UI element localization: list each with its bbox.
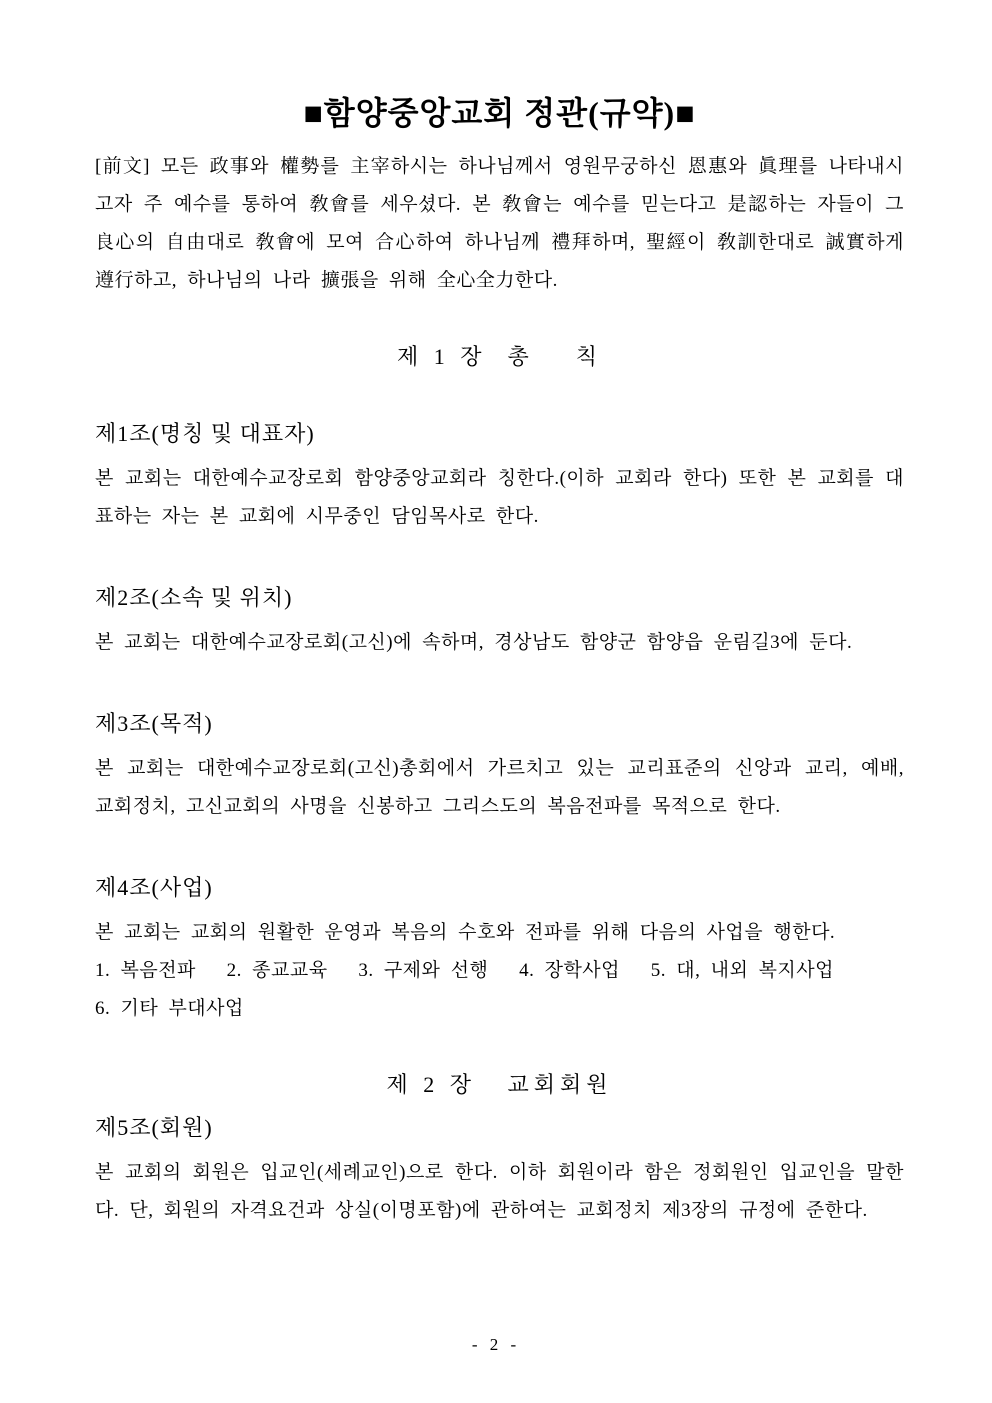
document-title: ■함양중앙교회 정관(규약)■ xyxy=(303,95,696,131)
article-1-title: 제1조(명칭 및 대표자) xyxy=(95,421,315,446)
article-4-title: 제4조(사업) xyxy=(95,875,213,900)
article-3-body: 본 교회는 대한예수교장로회(고신)총회에서 가르치고 있는 교리표준의 신앙과 교리, 예배, 교회정치, 고신교회의 사명을 신봉하고 그리스도의 복음전파를 목적으로 한다. xyxy=(95,758,904,817)
preamble-text: [前文] 모든 政事와 權勢를 主宰하시는 하나님께서 영원무궁하신 恩惠와 眞理를 나타내시고자 주 예수를 통하여 敎會를 세우셨다. 본 敎會는 예수를 믿는다고 是認하는 자들이 그 良心의 自由대로 敎會에 모여 合心하여 하나님께 禮拜하며, 聖經이 敎訓한대로 誠實하게 遵行하고, 하나님의 나라 擴張을 위해 全心全力한다. xyxy=(95,156,904,291)
article-5-body: 본 교회의 회원은 입교인(세례교인)으로 한다. 이하 회원이라 함은 정회원인 입교인을 말한다. 단, 회원의 자격요건과 상실(이명포함)에 관하여는 교회정치 제3장의 규정에 준한다. xyxy=(95,1162,904,1221)
article-4-items-line-1: 1. 복음전파 2. 종교교육 3. 구제와 선행 4. 장학사업 5. 대, 내외 복지사업 xyxy=(95,960,834,981)
article-1-body: 본 교회는 대한예수교장로회 함양중앙교회라 칭한다.(이하 교회라 한다) 또한 본 교회를 대표하는 자는 본 교회에 시무중인 담임목사로 한다. xyxy=(95,468,904,527)
article-2-body: 본 교회는 대한예수교장로회(고신)에 속하며, 경상남도 함양군 함양읍 운림길3에 둔다. xyxy=(95,632,853,653)
chapter-2-heading: 제 2 장 교회회원 xyxy=(386,1072,613,1097)
page-number: - 2 - xyxy=(471,1335,521,1354)
article-4-items-line-2: 6. 기타 부대사업 xyxy=(95,998,244,1019)
article-3-title: 제3조(목적) xyxy=(95,711,213,736)
article-2-title: 제2조(소속 및 위치) xyxy=(95,585,293,610)
chapter-1-heading: 제 1 장 총 칙 xyxy=(396,344,602,369)
article-5-title: 제5조(회원) xyxy=(95,1115,213,1140)
article-4-body: 본 교회는 교회의 원활한 운영과 복음의 수호와 전파를 위해 다음의 사업을 행한다. xyxy=(95,922,836,943)
